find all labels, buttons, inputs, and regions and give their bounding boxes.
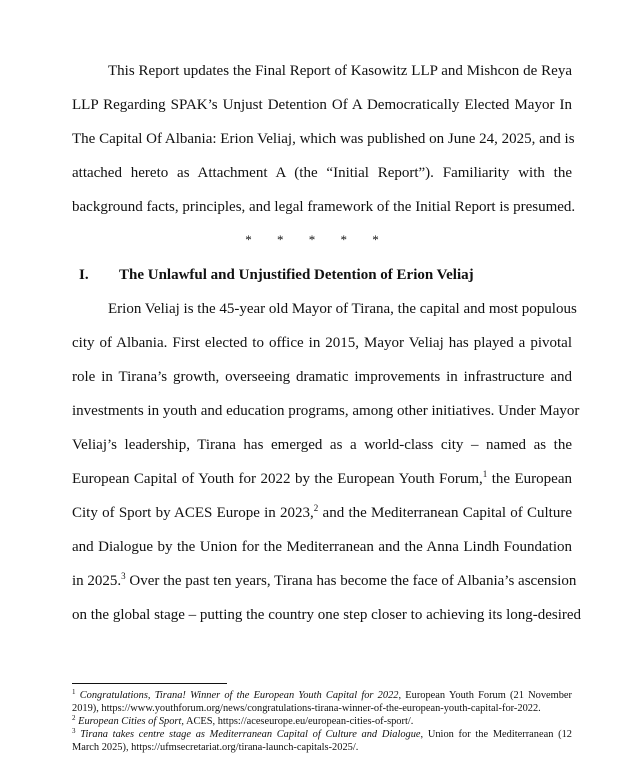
intro-paragraph-line: The Capital Of Albania: Erion Veliaj, which was published on June 24, 2025, and is — [72, 131, 575, 147]
footnote-3-continued[interactable]: March 2025), https://ufmsecretariat.org/tirana-launch-capitals-2025/. — [72, 742, 359, 753]
body-paragraph-line: and Dialogue by the Union for the Mediterranean and the Anna Lindh Foundation — [72, 539, 572, 555]
intro-paragraph-line: This Report updates the Final Report of Kasowitz LLP and Mishcon de Reya — [108, 63, 572, 79]
intro-paragraph-line: attached hereto as Attachment A (the “Initial Report”). Familiarity with the — [72, 165, 572, 181]
section-separator: * * * * * — [245, 232, 379, 247]
section-title: The Unlawful and Unjustified Detention of Erion Veliaj — [119, 267, 474, 283]
footnote-title: Tirana takes centre stage as Mediterranean Capital of Culture and Dialogue — [80, 729, 421, 740]
footnote-1 — [72, 690, 572, 703]
footnote-ref-3[interactable]: 3 — [121, 571, 126, 581]
footnote-title: Congratulations, Tirana! Winner of the European Youth Capital for 2022 — [79, 690, 399, 701]
body-paragraph-line: Veliaj’s leadership, Tirana has emerged as a world-class city – named as the — [72, 437, 572, 453]
footnote-number: 1 — [72, 688, 76, 696]
text-run: the European — [487, 471, 572, 487]
section-heading — [79, 266, 474, 284]
footnote-number: 2 — [72, 714, 76, 722]
body-paragraph-line: role in Tirana’s growth, overseeing dramatic improvements in infrastructure and — [72, 369, 572, 385]
footnote-2 — [72, 716, 572, 729]
intro-paragraph-line: LLP Regarding SPAK’s Unjust Detention Of A Democratically Elected Mayor In — [72, 97, 572, 113]
footnote-number: 3 — [72, 727, 76, 735]
text-run: and the Mediterranean Capital of Culture — [318, 505, 572, 521]
body-paragraph-line — [72, 504, 572, 522]
text-run: in 2025. — [72, 573, 122, 589]
text-run: Over the past ten years, Tirana has become the face of Albania’s ascension — [125, 573, 577, 589]
footnote-text: , European Youth Forum (21 November — [398, 690, 572, 701]
intro-paragraph-line: background facts, principles, and legal framework of the Initial Report is presumed. — [72, 199, 576, 215]
body-paragraph-line — [72, 571, 577, 590]
footnote-1-continued[interactable]: 2019), https://www.youthforum.org/news/congratulations-tirana-winner-of-the-european-youth-capital-for-2022. — [72, 703, 541, 714]
section-number: I. — [79, 267, 89, 283]
footnote-divider — [72, 683, 227, 684]
text-run: City of Sport by ACES Europe in 2023, — [72, 505, 314, 521]
body-paragraph-line: city of Albania. First elected to office in 2015, Mayor Veliaj has played a pivotal — [72, 335, 572, 351]
body-paragraph-line: investments in youth and education programs, among other initiatives. Under Mayor — [72, 403, 580, 419]
footnote-text: , Union for the Mediterranean (12 — [420, 729, 572, 740]
footnote-text[interactable]: , ACES, https://aceseurope.eu/european-cities-of-sport/. — [181, 716, 414, 727]
footnote-title: European Cities of Sport — [78, 716, 182, 727]
footnote-ref-1[interactable]: 1 — [482, 469, 488, 479]
footnote-ref-2[interactable]: 2 — [313, 503, 319, 513]
body-paragraph-line: on the global stage – putting the country one step closer to achieving its long-desired — [72, 607, 582, 623]
footnote-3 — [72, 729, 572, 742]
body-paragraph-line — [72, 470, 572, 488]
text-run: European Capital of Youth for 2022 by the European Youth Forum, — [72, 471, 483, 487]
body-paragraph-line: Erion Veliaj is the 45-year old Mayor of Tirana, the capital and most populous — [108, 301, 577, 317]
